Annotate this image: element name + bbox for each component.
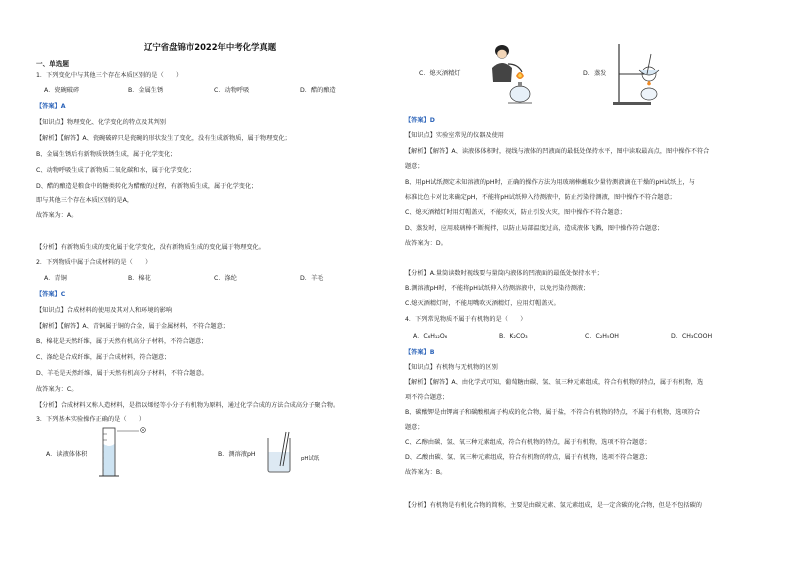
- q3-fenxi-line: B.测溶液pH时，不能将pH试纸伸入待测溶液中，以免污染待测液；: [405, 285, 590, 292]
- q1-option-d: D．醋的酿造: [300, 87, 336, 94]
- q1-analysis-line: 即与其他三个存在本质区别的是A，: [36, 197, 134, 204]
- q1-fenxi: 【分析】有新物质生成的变化属于化学变化，没有新物质生成的变化属于物理变化。: [36, 244, 265, 251]
- q2-option-c: C．涤纶: [214, 275, 237, 282]
- q1-option-a: A．瓷碗破碎: [44, 87, 80, 94]
- section-heading: 一、单选题: [36, 60, 69, 68]
- q4-option-b: B．K₂CO₃: [499, 333, 528, 340]
- q2-analysis-line: 故答案为：C。: [36, 386, 78, 393]
- q4-option-a: A．C₆H₁₂O₆: [413, 333, 448, 340]
- q3-fenxi-line: C.熄灭酒精灯时，不能用嘴吹灭酒精灯，应用灯帽盖灭。: [405, 300, 560, 307]
- q3-option-a: A．读液体体积: [46, 451, 88, 458]
- q1-option-c: C．动物呼吸: [214, 87, 250, 94]
- ph-paper-label: pH试纸: [301, 456, 320, 462]
- q3-analysis-line: 故答案为：D。: [405, 240, 447, 247]
- q4-option-c: C．C₂H₅OH: [585, 333, 619, 340]
- extinguish-lamp-figure: [478, 42, 540, 106]
- q1-analysis-line: C、动物呼吸生成了新物质二氧化碳和水，属于化学变化；: [36, 167, 196, 174]
- q1-analysis-line: B、金属生锈后有新物质铁锈生成，属于化学变化；: [36, 151, 177, 158]
- q3-fenxi-line: 【分析】A.量筒读数时视线要与量筒内液体的凹液面的最低处保持水平；: [405, 270, 603, 277]
- q2-option-b: B．棉花: [128, 275, 151, 282]
- q1-analysis-line: D、醋的酿造是粮食中的糖类转化为醋酸的过程，有新物质生成，属于化学变化；: [36, 183, 258, 190]
- q4-analysis-line: C、乙醇由碳、氢、氧三种元素组成，符合有机物的特点，属于有机物，选项不符合题意；: [405, 439, 651, 446]
- q4-option-d: D．CH₃COOH: [671, 333, 713, 340]
- q3-option-b: B．测溶液pH: [218, 451, 256, 458]
- ph-test-figure: [262, 430, 302, 474]
- q3-analysis-line: D、蒸发时，应用玻璃棒不断搅拌，以防止局部温度过高，造成液体飞溅，图中操作符合题意；: [405, 225, 664, 232]
- q2-knowledge-point: 【知识点】合成材料的使用及其对人和环境的影响: [36, 307, 173, 314]
- q2-analysis-line: B、棉花是天然纤维，属于天然有机高分子材料，不符合题意；: [36, 338, 208, 345]
- q4-analysis-line: 题意；: [405, 424, 424, 431]
- q2-analysis-line: C、涤纶是合成纤维，属于合成材料，符合题意；: [36, 354, 171, 361]
- graduated-cylinder-figure: [93, 422, 155, 480]
- q4-stem: 4．下列常见物质不属于有机物的是（ ）: [405, 316, 527, 323]
- q3-analysis-line: 题意；: [405, 163, 424, 170]
- q4-answer: 【答案】B: [405, 349, 435, 356]
- q3-analysis-line: C、熄灭酒精灯时用灯帽盖灭，不能吹灭，防止引发火灾，图中操作不符合题意；: [405, 209, 626, 216]
- q2-analysis-line: D、羊毛是天然纤维，属于天然有机高分子材料，不符合题意。: [36, 370, 208, 377]
- q2-analysis-line: 【解析】【解答】A、青铜属于铜的合金，属于金属材料，不符合题意；: [36, 323, 229, 330]
- q3-answer: 【答案】D: [405, 117, 435, 124]
- q1-stem: 1．下列变化中与其他三个存在本质区别的是（ ）: [36, 72, 183, 79]
- q3-analysis-line: 【解析】【解答】A、读液体体积时，视线与液体的凹液面的最低处保持水平，图中读取最高点，图中操作不符合: [405, 148, 710, 155]
- q1-option-b: B．金属生锈: [128, 87, 164, 94]
- q3-knowledge-point: 【知识点】实验室常见的仪器及使用: [405, 132, 504, 139]
- q2-answer: 【答案】C: [36, 291, 66, 298]
- q4-analysis-line: B、碳酸钾是由钾离子和碳酸根离子构成的化合物，属于盐，不符合有机物的特点，不属于有机物，选项符合: [405, 409, 701, 416]
- q4-fenxi: 【分析】有机物是有机化合物的简称，主要是由碳元素、氢元素组成，是一定含碳的化合物，但是不包括碳的: [405, 502, 702, 509]
- q4-analysis-line: 【解析】【解答】A、由化学式可知，葡萄糖由碳、氢、氧三种元素组成，符合有机物的特点，属于有机物，选: [405, 379, 704, 386]
- q4-analysis-line: D、乙酸由碳、氢、氧三种元素组成，符合有机物的特点，属于有机物，选项不符合题意；: [405, 454, 652, 461]
- page-title: 辽宁省盘锦市2022年中考化学真题: [144, 42, 277, 52]
- q3-stem: 3．下列基本实验操作正确的是（ ）: [36, 416, 146, 423]
- q1-analysis-line: 【解析】【解答】A、瓷碗破碎只是瓷碗的形状发生了变化，没有生成新物质，属于物理变化；: [36, 135, 291, 142]
- evaporation-figure: [611, 40, 667, 106]
- q2-option-d: D．羊毛: [300, 275, 324, 282]
- q4-knowledge-point: 【知识点】有机物与无机物的区别: [405, 364, 498, 371]
- q1-knowledge-point: 【知识点】物理变化、化学变化的特点及其判别: [36, 119, 166, 126]
- q2-option-a: A．青铜: [44, 275, 67, 282]
- q1-analysis-line: 故答案为：A。: [36, 212, 78, 219]
- q4-analysis-line: 项不符合题意；: [405, 394, 449, 401]
- q4-analysis-line: 故答案为：B。: [405, 469, 447, 476]
- q2-fenxi: 【分析】合成材料又称人造材料，是指以烯烃等小分子有机物为原料，通过化学合成的方法合成高分子聚合物。: [36, 402, 340, 409]
- q3-analysis-line: B、用pH试纸测定未知溶液的pH时，正确的操作方法为用玻璃棒蘸取少量待测液滴在干燥的pH试纸上，与: [405, 179, 695, 186]
- q2-stem: 2．下列物质中属于合成材料的是（ ）: [36, 259, 152, 266]
- q1-answer: 【答案】A: [36, 103, 66, 110]
- q3-option-d: D．蒸发: [583, 70, 607, 77]
- q3-analysis-line: 标准比色卡对比来确定pH，不能将pH试纸伸入待测液中，防止污染待测液，图中操作不符合题意；: [405, 194, 676, 201]
- q3-option-c: C．熄灭酒精灯: [419, 70, 461, 77]
